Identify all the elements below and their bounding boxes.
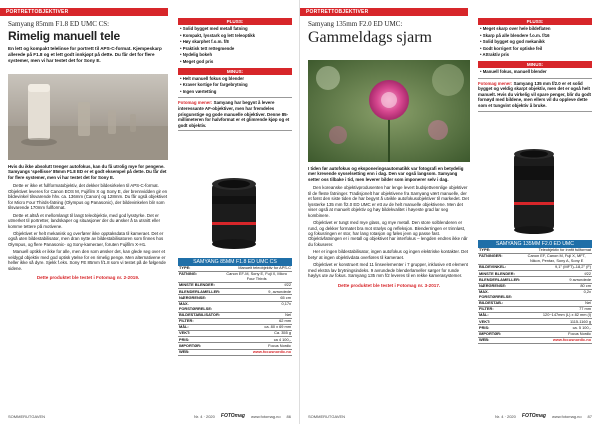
spec-value: 77 mm	[521, 306, 592, 312]
spec-value: Focus Nordic	[521, 331, 592, 337]
body-paragraph: Objektivet er helt mekanisk og overfører ikke opptaksdata til kameraet. Det er også uten bildestabilisator, men dran nytte av bildestabilisatoren som finnes hos Olympus, og flere Panasonic- og Sony-kameraer, foruten Fujifilm X-H1.	[8, 230, 164, 247]
spec-key: MAX. FORSTØRRELSE:	[478, 289, 521, 300]
spec-key: WEB:	[478, 337, 521, 343]
spec-key: BILDEVINKEL:	[478, 265, 521, 271]
spec-key: FATNINGER:	[478, 254, 521, 265]
spec-key: BILDESTAB.:	[478, 300, 521, 306]
spec-key: MAX. FORSTØRRELSE:	[178, 301, 221, 312]
spec-value: 9, avrundede	[221, 289, 292, 295]
spec-value: Nei	[221, 312, 292, 318]
spec-value: 1115-1160 g	[521, 319, 592, 325]
footer-site[interactable]: www.fotomag.no	[250, 413, 281, 419]
opinion-text: Samyang 135 mm f/2.0 er et solid bygget og veldig skarpt objektiv, men det er også helt manuelt. Hvis du virkelig vil spare penger, blir du godt fornøyd med bildene, men ellers vil du oppleve dette som et tungvint objektiv å bruke.	[478, 80, 591, 109]
article-lede: En lett og kompakt telelinse for portrett til APS-C-format. Kjempeskarp allerede på F1.8 og et lett godt innkjøpt på dette. Du får det for flere systemer, men vi har testet det for Sony E.	[8, 46, 162, 63]
plus-item: • Kompakt, lysstark og lett teleoptikk	[180, 33, 292, 40]
plus-item: • Meget skarp over hele bildeflaten	[480, 26, 592, 33]
minus-list	[178, 75, 292, 98]
article-subtitle: Samyang 85mm F1.8 ED UMC CS:	[8, 20, 110, 28]
minus-heading: MINUS:	[178, 68, 292, 75]
spec-key: BLENDERLAMELLER:	[479, 276, 521, 282]
opinion-text: Samyang har begynt å levere interessante AF-objektiver, men har fremdeles prisgunstige og gode manuelle objektiver. Denne 85-millimeteren for halvformat er et glimrende kjøp og et godt objektiv.	[178, 100, 290, 128]
footer-logo: FOTOmag	[220, 413, 245, 420]
article-title: Rimelig manuell tele	[8, 29, 121, 44]
spec-key: FATNING:	[178, 272, 221, 283]
section-tag: PORTRETTOBJEKTIVER	[0, 8, 168, 16]
spec-key: VEKT:	[478, 319, 521, 325]
article-body	[308, 166, 470, 290]
spec-key: BLENDERLAMELLER:	[179, 288, 221, 294]
spec-key: MÅL:	[178, 324, 221, 330]
spec-row	[178, 301, 292, 312]
page-footer	[308, 413, 592, 421]
plus-item: • Godt korrigert for optiske feil	[480, 46, 592, 53]
plus-item: • Praktisk tett rettegmende	[180, 46, 292, 53]
body-paragraph: Dette et altså et mellomlangt til langt teleobjektiv, med god lysstyrke. Det er utmerket til portretter, landskaper og situasjoner der du ønsker å ta utsnitt eller komme tettere på motivene.	[8, 212, 161, 229]
minus-list	[478, 68, 592, 78]
right-page	[300, 0, 600, 424]
spec-table	[478, 248, 592, 344]
spec-value: 9,1° (MFT)–18,2° (F)	[521, 265, 592, 271]
body-paragraph: Objektivet er tungt med mye glass, og mye metall. Den store solblenderen er rund, og dekker formatet bra mot strølys og refleksjon. Blenderringen er trinnløst, og fokusringen er stor, har lang rotasjon og føles jevn og passe fast. Objektivfatningen er i metall og objektivet har interfokus – lengden endres ikke når du fokuserer.	[308, 220, 468, 247]
plus-item: • Nydelig bokeh	[180, 52, 292, 59]
web-link[interactable]: www.focusnordic.no	[521, 337, 592, 343]
spec-table	[178, 266, 292, 356]
spec-row	[178, 272, 292, 283]
footer-issue: Nr. 4 · 2020	[494, 413, 516, 419]
plus-heading: PLUSS:	[478, 18, 592, 25]
plus-item: • Solid bygget og god mekanikk	[480, 39, 592, 46]
spec-key: TYPE:	[478, 248, 521, 254]
spec-value: ca. 5 100,-	[521, 325, 592, 331]
minus-item: • Manuell fokus, manuell blender	[480, 69, 592, 76]
spec-value: Nei	[521, 300, 592, 306]
lens-product-image	[198, 176, 270, 252]
spec-value: 62 mm	[221, 318, 292, 324]
headline-block	[308, 20, 470, 48]
headline-block	[8, 20, 168, 64]
spec-box	[478, 240, 592, 344]
plus-list	[478, 25, 592, 61]
footer-edition: SOMMERUTGAVEN	[8, 413, 46, 419]
opinion-label: Fotomag mener:	[178, 100, 213, 106]
spec-value: ca 4 100,-	[221, 337, 292, 343]
footer-issue: Nr. 4 · 2020	[193, 413, 215, 419]
plus-heading: PLUSS:	[178, 18, 292, 25]
footer-middle	[495, 414, 592, 420]
minus-item: • Ingen værtetting	[180, 89, 292, 96]
body-intro: Hvis du ikke absolutt trenger autofokus, kan du få utrolig mye for pengene. Samyangs 'spellisse' 85mm F1.8 ED er et godt eksempel på dette. Du får det for flere systemer, men vi har testet det for Sony E.	[8, 164, 167, 180]
body-paragraph: Her er ingen bildestabilisator, ingen autofokus og ingen elektriske kontakter. Det betyr at ingen objektivdata overføres til kameraet.	[308, 249, 468, 260]
tested-footnote: Dette produktet ble testet i Fotomag nr. 3-2017.	[337, 282, 441, 288]
body-paragraph: Objektivet er konstruert med 11 linseelementer i 7 grupper, inklusive ett element med ekstra lav brytningsindeks. 9 avrundede blenderlameller sørger for runde høylys ute av fokus. Samyang 135 mm f/2 leveres til en rekke kamerasystemer.	[308, 262, 468, 279]
spec-key: TYPE:	[178, 266, 221, 272]
spec-key: PRIS:	[178, 337, 221, 343]
article-body	[8, 164, 168, 283]
spec-key: FILTER:	[178, 318, 221, 324]
body-paragraph: Den koreanske objektivprodusenten har lenge levert budsjettvennlige objektiver til de fleste fatninger. Tradisjonelt har objektivene fra Samyang vært manuelle, der et først den siste tiden de har begynt å utvikle autofokusobjektiver til markedet. Det lyssterke 135 mm f/2.0 ED UMC er ett av de helt manuelle objektivene. Men det viser også at manuelt objektiv og høy bildekvalitet i høyeste grad lar seg kombinere.	[308, 185, 469, 218]
spec-key: FILTER:	[478, 306, 521, 312]
page-number: 86	[286, 413, 291, 419]
opinion-label: Fotomag mener:	[478, 80, 513, 86]
spec-value: f/22	[521, 271, 592, 277]
spec-key: NÆRGRENSE:	[178, 295, 221, 301]
spec-value: 0,2x	[521, 289, 592, 300]
body-paragraph: Dette er ikke et fullformatobjektiv, det dekker bildesirkelen til APS-C-format. Objektivet leveres for Canon EOS M, Fujifilm X og Sony E, der brennvidden gir en bildevinkel tilsvarende hhv. ca. 136mm (Canon) og 128mm. Du får også objektivet for Micro Four Thirds-fatning (Olympus og Panasonic), der bildevinkelen blir som tilsvarende 170mm fullformat.	[8, 183, 168, 211]
spec-key: MINSTE BLENDER:	[178, 283, 221, 289]
spec-value: Manuelt teleobjektiv for APS-C	[221, 266, 292, 272]
spec-row	[178, 349, 292, 355]
body-paragraph: Manuell optikk er ikke for alle, men den som ønsker det, kan glede seg over et veldygd objektiv med god optisk ytelse for en rimelig penge. Men alternativene er heller ikke så dyre. Sjekk f.eks. Sony FE 85mm f/1.8 som vi testet på de følgende sidene.	[8, 249, 166, 271]
spec-value: 65 cm	[221, 295, 292, 301]
spec-key: BILDESTABILISATOR:	[179, 311, 221, 317]
footer-middle	[194, 414, 291, 420]
spec-value: Canon EF, Canon M, Fuji X, MFT, Nikon, Pentax, Sony A, Sony E	[521, 254, 592, 265]
article-subtitle: Samyang 135mm F2.0 ED UMC:	[308, 20, 403, 28]
opinion-box	[178, 97, 292, 131]
spec-value: Ca. 355 g	[221, 331, 292, 337]
spec-key: IMPORTØR:	[478, 331, 521, 337]
bollards-photo	[8, 74, 168, 160]
spec-title: SAMYANG 135MM F2.0 ED UMC	[478, 240, 592, 248]
minus-item: • Kraver kortige for fargebrytning	[180, 82, 292, 89]
spec-value: 0,17x	[221, 301, 292, 312]
spec-key: MÅL:	[478, 313, 521, 319]
spec-key: WEB:	[178, 349, 221, 355]
spec-value: ca. 80 x 69 mm	[221, 324, 292, 330]
lens-product-image	[504, 148, 564, 236]
web-link[interactable]: www.focusnordic.no	[221, 349, 292, 355]
page-number: 87	[587, 413, 592, 419]
plus-item: • Høy skarphet f.o.m. f/8	[180, 39, 292, 46]
spec-value: Canon EF-M, Sony E, Fuji X, Micro Four Thirds	[221, 272, 292, 283]
footer-site[interactable]: www.fotomag.no	[551, 413, 582, 419]
footer-logo: FOTOmag	[521, 413, 546, 420]
plus-item: • Meget god pris	[180, 59, 292, 66]
flowers-photo	[308, 60, 470, 162]
spec-key: PRIS:	[478, 325, 521, 331]
spec-key: MINSTE BLENDER:	[478, 271, 521, 277]
opinion-box	[478, 78, 592, 112]
spec-row	[478, 289, 592, 300]
article-lede: I tiden før autofokus og eksponeringsautomatikk var fotografi en betydelig mer krevende sysselsetting enn i dag. Den var også langsom. Samyang setter oss tilbake i tid, men leverer bilder som imponerer selv i dag.	[308, 166, 464, 182]
article-title: Gammeldags sjarm	[308, 29, 432, 47]
footer-edition: SOMMERUTGAVEN	[308, 413, 346, 419]
spec-key: VEKT:	[178, 331, 221, 337]
spec-value: 80 cm	[521, 283, 592, 289]
spec-value: Teleobjektiv for innfit fullformat	[521, 248, 592, 254]
pros-cons-box	[478, 18, 592, 112]
section-tag: PORTRETTOBJEKTIVER	[300, 8, 468, 16]
plus-item: • Solid bygget med metall fatning	[180, 26, 292, 33]
plus-item: • Skarp på alle blendere f.o.m. f/16	[480, 33, 592, 40]
plus-item: • Attraktiv pris	[480, 52, 592, 59]
spec-row	[478, 254, 592, 265]
spec-box	[178, 258, 292, 356]
spec-value: Focus Nordic	[221, 343, 292, 349]
spec-value: f/22	[221, 283, 292, 289]
minus-item: • Helt manuell fokus og blender	[180, 76, 292, 83]
minus-heading: MINUS:	[478, 61, 592, 68]
spec-key: NÆRGRENSE:	[478, 283, 521, 289]
page-footer	[8, 413, 291, 421]
plus-list	[178, 25, 292, 68]
tested-footnote: Dette produktet ble testet i Fotomag nr. 2-2019.	[36, 275, 140, 281]
spec-row	[478, 337, 592, 343]
spec-title: SAMYANG 85MM F1.8 ED UMC CS	[178, 258, 292, 266]
spec-key: IMPORTØR:	[178, 343, 221, 349]
pros-cons-box	[178, 18, 292, 131]
spec-value: 9 avrundede	[521, 277, 592, 283]
spec-value: 120~147mm (L) x 82 mm (l)	[521, 313, 592, 319]
